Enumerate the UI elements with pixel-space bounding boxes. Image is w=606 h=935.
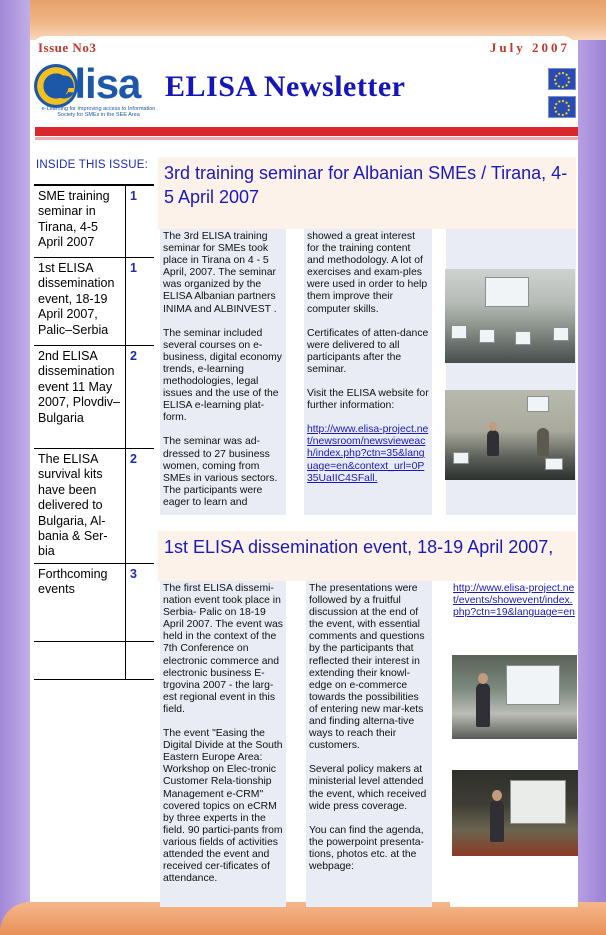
toc-row (34, 642, 154, 680)
header-rule-light (35, 137, 578, 140)
seminar-photo (445, 269, 575, 363)
toc-row (34, 186, 154, 258)
logo-word: elisa (52, 60, 141, 107)
article-heading: 1st ELISA dissemination event, 18-19 April 2007, (158, 531, 576, 581)
toc-row (34, 346, 154, 449)
paragraph: showed a great interest for the training content and methodology. A lot of exercises and exam-ples were used in order to help them improve their computer skills. (307, 231, 428, 315)
article-link[interactable]: http://www.elisa-project.net/events/showevent/index.php?ctn=19&language=en (453, 583, 575, 619)
issue-date: July 2007 (489, 40, 570, 55)
article-photo-column (450, 581, 578, 907)
toc-row (34, 564, 154, 642)
toc-row (34, 258, 154, 346)
paragraph: The first ELISA dissemi-nation event took place in Serbia- Palic on 18-19 April 2007. The event was held in the context of the 7th Conference on electronic commerce and electronic business E-trgovina 2007 - the larg-est regional event in this field. (163, 583, 283, 715)
paragraph: The presentations were followed by a fruitful discussion at the end of the event, with essential comments and questions by the participants that reflected their interest in extending their knowl-edge on e-commerce towards the possibilities of entering new mar-kets and finding alterna-tive ways to reach their customers. (309, 583, 425, 752)
toc-item-page: 1 (130, 261, 137, 275)
article-link[interactable]: http://www.elisa-project.net/newsroom/newsvieweach/index.php?ctn=35&language=en&context_url=0P35UaIIC4SFall. (307, 424, 429, 484)
paragraph: The seminar was ad-dressed to 27 business women, coming from SMEs in various sectors. The participants were eager to learn and (163, 436, 278, 508)
article-column (306, 581, 432, 907)
article-column (304, 229, 432, 515)
newsletter-title: ELISA Newsletter (165, 70, 406, 103)
article-column (160, 581, 286, 907)
toc-item-page: 2 (130, 349, 137, 363)
left-decor-band (0, 0, 30, 935)
toc-item-title: 1st ELISA dissemination event, 18-19 April 2007, Palic–Serbia (34, 258, 126, 345)
paragraph: The seminar included several courses on e-business, digital economy trends, e-learning methodologies, legal issues and the use of the ELISA e-learning plat-form. (163, 327, 282, 424)
toc-item-page: 2 (130, 452, 137, 466)
inside-this-issue-label: INSIDE THIS ISSUE: (36, 159, 149, 171)
event-photo (452, 655, 577, 739)
paragraph: Visit the ELISA website for further information: (307, 388, 429, 412)
event-photo (452, 770, 578, 856)
paragraph: Certificates of atten-dance were delivered to all participants after the seminar. (307, 327, 429, 375)
eu-flag-icon (548, 68, 576, 90)
toc-item-page: 3 (130, 567, 137, 581)
eu-flag-icon (548, 96, 576, 118)
toc-item-page: 1 (130, 189, 137, 203)
toc-item-title: SME training seminar in Tirana, 4-5 April 2007 (34, 186, 126, 257)
elisa-logo (34, 58, 159, 122)
toc-row (34, 449, 154, 564)
paragraph: The 3rd ELISA training seminar for SMEs took place in Tirana on 4 - 5 April, 2007. The seminar was organized by the ELISA Albanian partners INIMA and ALBINVEST . (163, 231, 277, 315)
logo-tagline: e-Learning for Improving access to Information Society for SMEs in the SEE Area (41, 106, 156, 118)
table-of-contents (34, 184, 154, 680)
toc-item-page (126, 642, 154, 679)
toc-item-title: 2nd ELISA dissemination event 11 May 2007, Plovdiv–Bulgaria (34, 346, 126, 448)
paragraph: Several policy makers at ministerial level attended the event, which received wide press coverage. (309, 764, 427, 812)
toc-item-title (34, 642, 126, 679)
paragraph: You can find the agenda, the powerpoint presenta-tions, photos etc. at the webpage: (309, 824, 424, 872)
seminar-photo (445, 390, 575, 480)
header-rule (35, 127, 578, 136)
issue-number: Issue No3 (38, 40, 97, 55)
top-decor-band (0, 0, 606, 40)
article-heading: 3rd training seminar for Albanian SMEs / Tirana, 4-5 April 2007 (158, 157, 576, 229)
article-column (160, 229, 286, 515)
toc-item-title: Forthcoming events (34, 564, 126, 641)
toc-item-title: The ELISA survival kits have been delivered to Bulgaria, Al-bania & Ser-bia (34, 449, 126, 563)
paragraph: The event "Easing the Digital Divide at the South Eastern Europe Area: Workshop on Elec-tronic Customer Rela-tionship Management e-CRM" covered topics on eCRM by three experts in the field. 90 partici-pants from various fields of activities attended the event and received cer-tificates of attendance. (163, 728, 283, 885)
right-decor-band (578, 40, 606, 935)
